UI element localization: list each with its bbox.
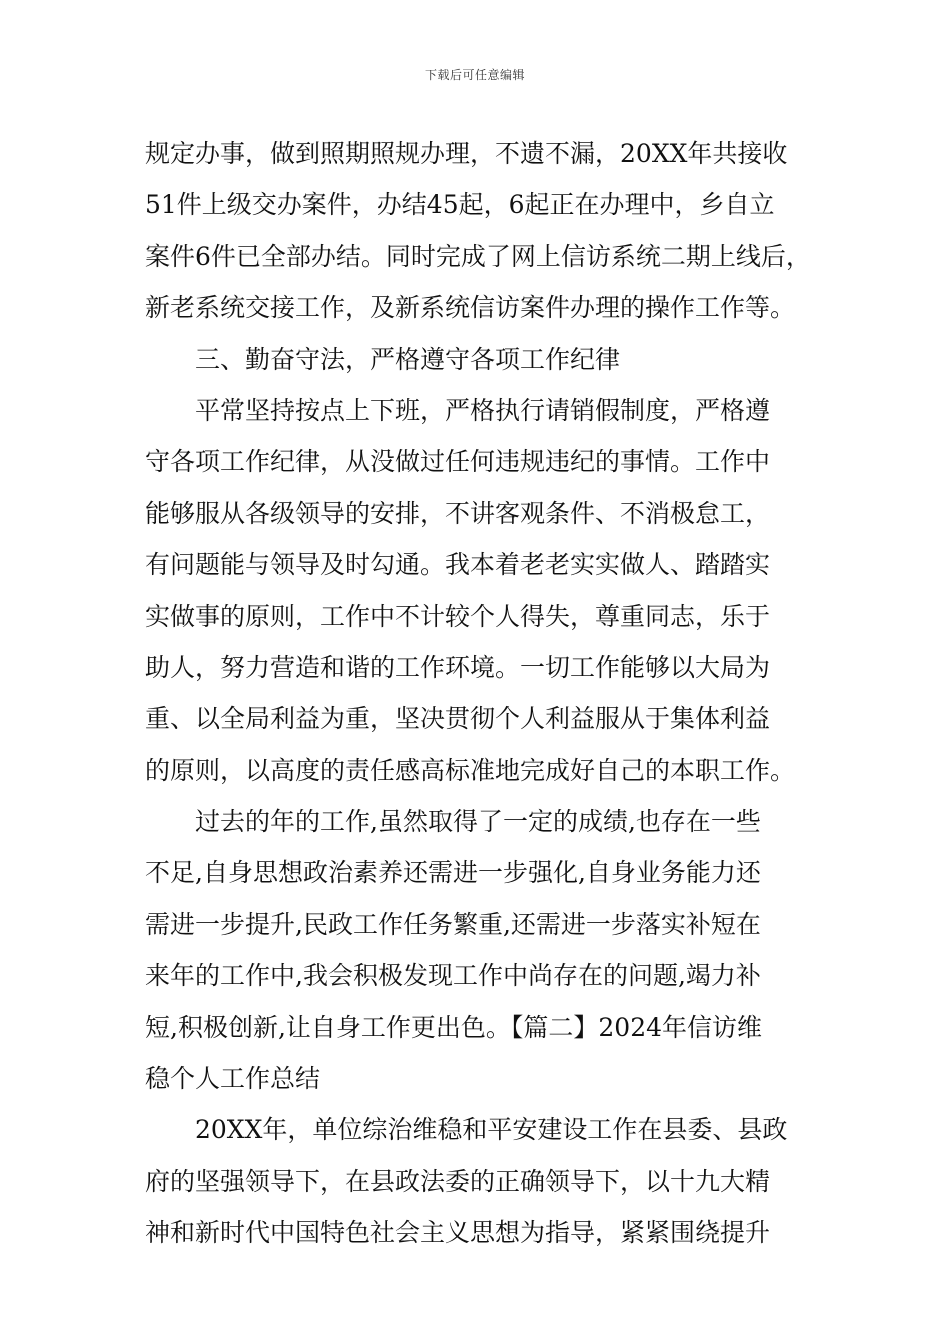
text-line: 府的坚强领导下，在县政法委的正确领导下，以十九大精 <box>145 1166 771 1196</box>
text-line: 神和新时代中国特色社会主义思想为指导，紧紧围绕提升 <box>145 1218 771 1248</box>
text-line: 平常坚持按点上下班，严格执行请销假制度，严格遵 <box>195 395 771 425</box>
text-line: 需进一步提升,民政工作任务繁重,还需进一步落实补短在 <box>145 909 761 939</box>
text-line: 稳个人工作总结 <box>145 1064 321 1094</box>
body-text <box>145 128 825 1259</box>
text-line: 51件上级交办案件，办结45起，6起正在办理中，乡自立 <box>145 190 775 220</box>
text-line: 不足,自身思想政治素养还需进一步强化,自身业务能力还 <box>145 858 761 888</box>
text-line: 实做事的原则，工作中不计较个人得失，尊重同志，乐于 <box>145 601 771 631</box>
text-line: 的原则，以高度的责任感高标准地完成好自己的本职工作。 <box>145 755 796 785</box>
text-line: 规定办事，做到照期照规办理，不遗不漏，20XX年共接收 <box>145 139 788 168</box>
section-heading: 三、勤奋守法，严格遵守各项工作纪律 <box>195 344 621 374</box>
text-line: 能够服从各级领导的安排，不讲客观条件、不消极怠工， <box>145 498 771 528</box>
text-line: 来年的工作中,我会积极发现工作中尚存在的问题,竭力补 <box>145 961 761 991</box>
text-line: 有问题能与领导及时勾通。我本着老老实实做人、踏踏实 <box>145 550 771 580</box>
text-line: 新老系统交接工作，及新系统信访案件办理的操作工作等。 <box>145 293 796 323</box>
text-line: 20XX年，单位综治维稳和平安建设工作在县委、县政 <box>195 1115 788 1145</box>
text-line: 过去的年的工作,虽然取得了一定的成绩,也存在一些 <box>195 807 761 837</box>
text-line: 重、以全局利益为重，坚决贯彻个人利益服从于集体利益 <box>145 704 771 734</box>
text-line: 短,积极创新,让自身工作更出色。【篇二】2024年信访维 <box>145 1012 763 1042</box>
text-line: 案件6件已全部办结。同时完成了网上信访系统二期上线后， <box>145 241 811 271</box>
text-line: 助人，努力营造和谐的工作环境。一切工作能够以大局为 <box>145 652 771 682</box>
text-line: 守各项工作纪律，从没做过任何违规违纪的事情。工作中 <box>145 447 771 477</box>
page-header: 下载后可任意编辑 <box>424 68 525 82</box>
